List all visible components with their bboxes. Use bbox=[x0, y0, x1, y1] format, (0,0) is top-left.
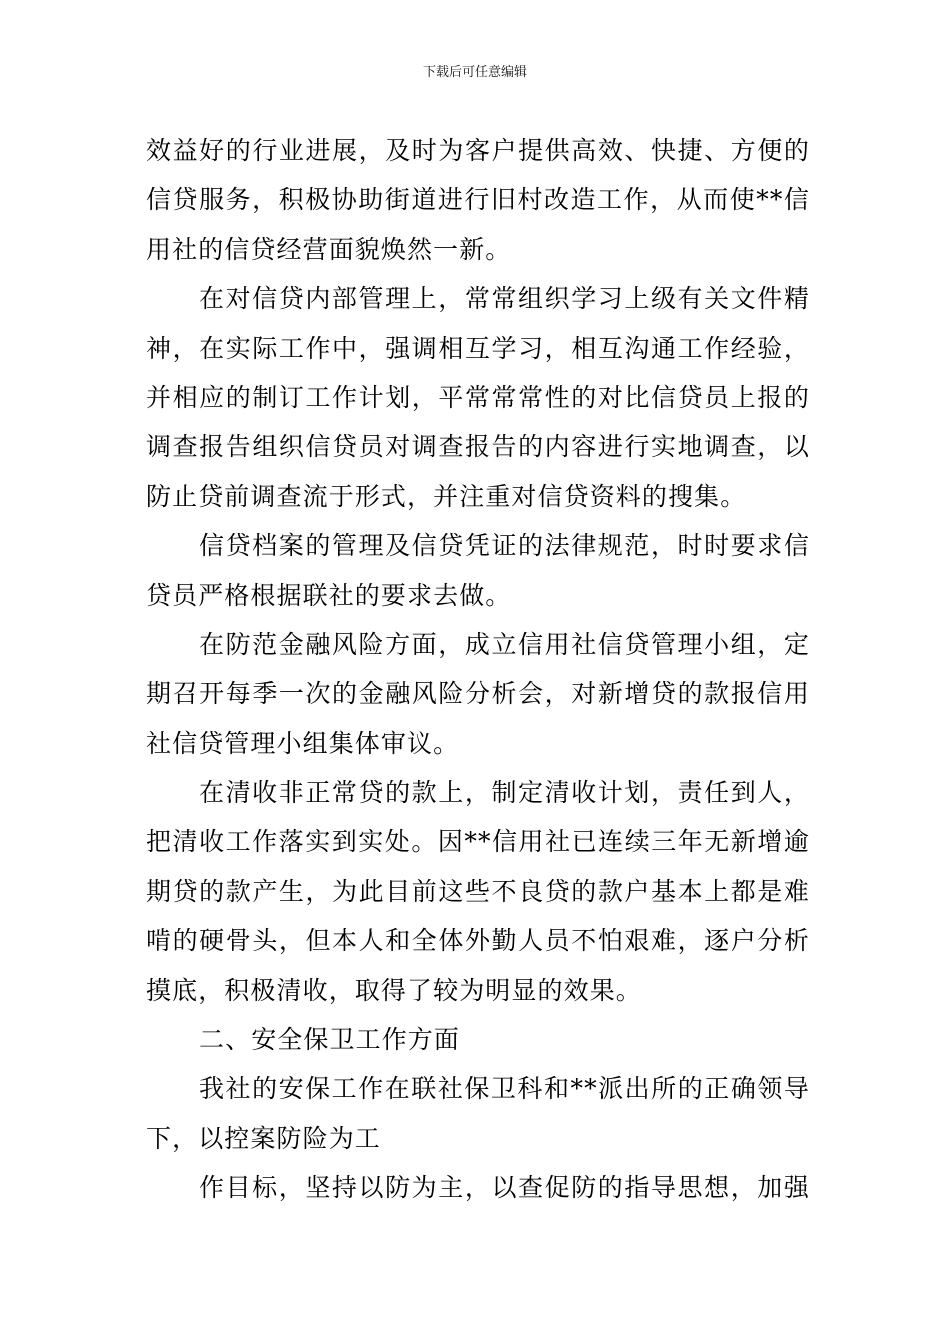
text-line: 在防范金融风险方面，成立信用社信贷管理小组，定 bbox=[199, 629, 810, 659]
text-line: 用社的信贷经营面貌焕然一新。 bbox=[146, 234, 512, 264]
text-line: 并相应的制订工作计划，平常常常性的对比信贷员上报的 bbox=[146, 382, 810, 412]
text-line: 我社的安保工作在联社保卫科和**派出所的正确领导 bbox=[199, 1074, 810, 1104]
text-line: 信贷服务，积极协助街道进行旧村改造工作，从而使**信 bbox=[146, 185, 810, 215]
text-line: 摸底，积极清收，取得了较为明显的效果。 bbox=[146, 975, 642, 1005]
text-line: 期召开每季一次的金融风险分析会，对新增贷的款报信用 bbox=[146, 679, 810, 709]
text-line: 社信贷管理小组集体审议。 bbox=[146, 728, 460, 758]
text-line: 贷员严格根据联社的要求去做。 bbox=[146, 580, 512, 610]
text-line: 效益好的行业进展，及时为客户提供高效、快捷、方便的 bbox=[146, 136, 810, 165]
text-line: 防止贷前调查流于形式，并注重对信贷资料的搜集。 bbox=[146, 481, 747, 511]
text-line: 下，以控案防险为工 bbox=[146, 1123, 381, 1153]
document-body bbox=[146, 126, 810, 1213]
text-line: 神，在实际工作中，强调相互学习，相互沟通工作经验， bbox=[146, 333, 810, 363]
text-line: 期贷的款产生，为此目前这些不良贷的款户基本上都是难 bbox=[146, 876, 810, 906]
page-header: 下载后可任意编辑 bbox=[422, 65, 527, 80]
text-line: 信贷档案的管理及信贷凭证的法律规范，时时要求信 bbox=[199, 531, 810, 561]
text-line: 在对信贷内部管理上，常常组织学习上级有关文件精 bbox=[199, 284, 810, 314]
text-line: 把清收工作落实到实处。因**信用社已连续三年无新增逾 bbox=[146, 827, 810, 857]
text-line: 调查报告组织信贷员对调查报告的内容进行实地调查，以 bbox=[146, 432, 810, 462]
text-line: 在清收非正常贷的款上，制定清收计划，责任到人， bbox=[199, 778, 810, 808]
text-line: 作目标，坚持以防为主，以查促防的指导思想，加强 bbox=[199, 1173, 810, 1203]
text-line: 啃的硬骨头，但本人和全体外勤人员不怕艰难，逐户分析 bbox=[146, 926, 810, 956]
section-heading: 二、安全保卫工作方面 bbox=[199, 1025, 461, 1055]
